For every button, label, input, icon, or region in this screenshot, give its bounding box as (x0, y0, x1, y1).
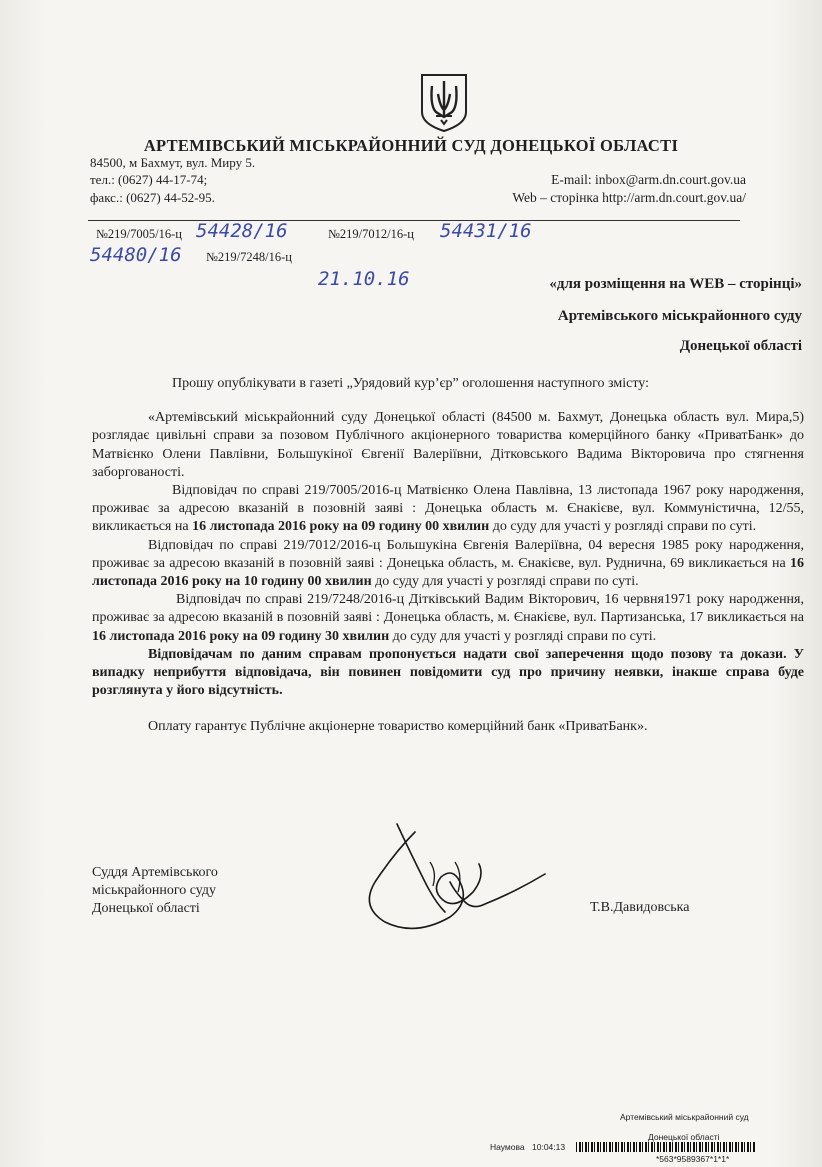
incoming-number-1: 54428/16 (196, 220, 288, 242)
publication-request: Прошу опублікувати в газеті „Урядовий кур’єр” оголошення наступного змісту: (172, 376, 649, 391)
judge-title: Суддя Артемівського міськрайонного суду Донецької області (92, 865, 218, 916)
header-divider (88, 220, 740, 221)
handwritten-date: 21.10.16 (318, 268, 410, 290)
case-number-3: №219/7248/16-ц (206, 250, 292, 264)
court-fax: факс.: (0627) 44-52-95. (90, 190, 215, 205)
case-number-1: №219/7005/16-ц (96, 227, 182, 241)
judge-name: Т.В.Давидовська (590, 900, 690, 915)
incoming-number-2: 54431/16 (440, 220, 532, 242)
court-name: АРТЕМІВСЬКИЙ МІСЬКРАЙОННИЙ СУД ДОНЕЦЬКОЇ ОБЛАСТІ (143, 136, 679, 155)
destination-line-1: «для розміщення на WEB – сторінці» (549, 276, 802, 292)
stamp-code: *563*9589367*1*1* (656, 1154, 730, 1164)
body-text (92, 375, 804, 737)
stamp-court: Артемівський міськрайонний суд (620, 1112, 749, 1122)
defendant-warning: Відповідачам по даним справам пропонується надати свої заперечення щодо позову та докази. У випадку неприбуття відповідача, він повинен повідомити суд про причину неявки, інакше справа буде розглянута у його відсутність. (92, 646, 804, 699)
stamp-region: Донецької області (648, 1132, 720, 1142)
trident-emblem-icon (418, 72, 470, 134)
court-website: Web – сторінка http://arm.dn.court.gov.ua/ (512, 190, 746, 205)
defendant-1: Відповідач по справі 219/7005/2016-ц Матвієнко Олена Павлівна, 13 листопада 1967 року народження, проживає за адресою вказаній в позовній заяві : Донецька область м. Єнакієве, вул. Коммуністична, 12/55, викликається на 16 листопада 2016 року на 09 годину 00 хвилин до суду для участі у розгляді справи по суті. (92, 483, 804, 535)
handwritten-signature (355, 822, 555, 942)
announcement-intro: «Артемівський міськрайонний суду Донецької області (84500 м. Бахмут, Донецька область вул. Мира,5) розглядає цивільні справи за позовом Публічного акціонерного товариства комерційного банку «ПриватБанк» до Матвієнко Олени Павлівни, Большукіної Євгенії Валеріївни, Дітковського Вадима Вікторовича про стягнення заборгованості. (92, 410, 804, 480)
defendant-3: Відповідач по справі 219/7248/2016-ц Дітківський Вадим Вікторович, 16 червня1971 року народження, проживає за адресою вказаній в позовній заяві : Донецька область, м. Єнакієве, вул. Партизанська, 17 викликається на 16 листопада 2016 року на 09 годину 30 хвилин до суду для участі у розгляді справи по суті. (92, 592, 804, 644)
registration-stamp (480, 1112, 760, 1162)
court-address: 84500, м Бахмут, вул. Миру 5. (90, 155, 256, 170)
barcode-icon (576, 1142, 756, 1152)
payment-guarantee: Оплату гарантує Публічне акціонерне товариство комерційний банк «ПриватБанк». (148, 719, 648, 735)
case-number-2: №219/7012/16-ц (328, 227, 414, 241)
destination-line-3: Донецької області (679, 338, 802, 354)
incoming-number-3: 54480/16 (90, 244, 182, 266)
court-email: E-mail: inbox@arm.dn.court.gov.ua (551, 172, 746, 187)
stamp-time: 10:04:13 (532, 1142, 566, 1152)
destination-line-2: Артемівського міськрайонного суду (557, 308, 802, 324)
defendant-2: Відповідач по справі 219/7012/2016-ц Большукіна Євгенія Валеріївна, 04 вересня 1985 року народження, проживає за адресою вказаній в позовній заяві : Донецька область, м. Єнакієве, вул. Руднична, 69 викликається на 16 листопада 2016 року на 10 годину 00 хвилин до суду для участі у розгляді справи по суті. (92, 537, 804, 590)
court-phone: тел.: (0627) 44-17-74; (90, 172, 208, 187)
stamp-operator: Наумова (490, 1142, 525, 1152)
